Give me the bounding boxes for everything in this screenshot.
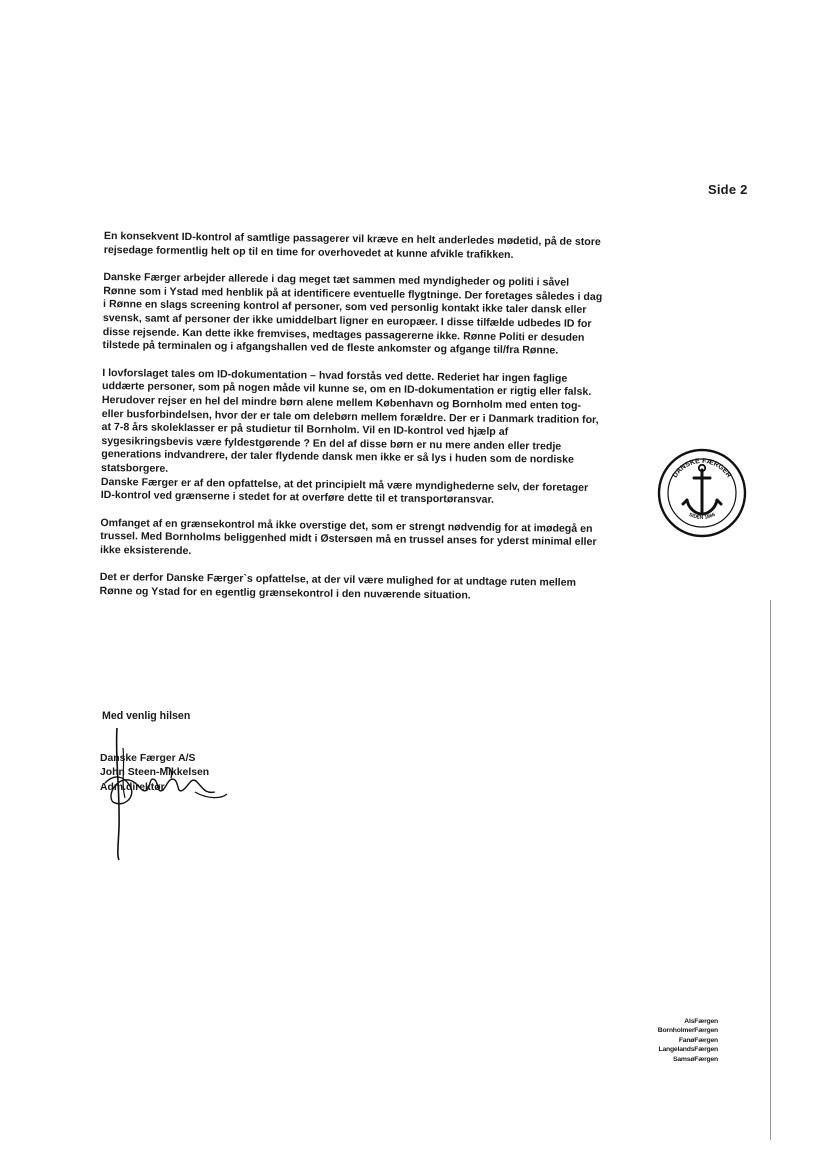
signature-company: Danske Færger A/S [100,753,196,764]
paragraph-authorities: Danske Færger er af den opfattelse, at det principielt må være myndighederne selv, der foretager ID-kontrol ved grænserne i stedet for at overføre dette til et transportøransvar. [100,475,589,506]
subsidiary-item: FanøFærgen [678,1036,718,1044]
page-number: Side 2 [708,182,748,197]
signature-title: Adm.direktør [100,781,165,793]
subsidiary-item: SamsøFærgen [672,1055,718,1063]
subsidiary-item: BornholmerFærgen [657,1027,718,1035]
letter-body [99,230,604,619]
handwritten-signature [95,728,235,868]
signature-name: John Steen-Mikkelsen [100,767,210,779]
seal-top-text: DANSKE FÆRGER [671,457,733,480]
paragraph-scope: Omfanget af en grænsekontrol må ikke overstige det, som er strengt nødvendig for at imødegå en trussel. Med Bornholms beliggenhed midt i Østersøen må en trussel anses for yderst minimal eller ikke eksisterende. [100,516,597,557]
anchor-icon [683,470,721,514]
paragraph-cooperation: Danske Færger arbejder allerede i dag meget tæt sammen med myndigheder og politi i såvel Rønne som i Ystad med henblik på at identificere eventuelle flygtninge. Der foretages således i dag i Rønne en slags screening kontrol af personer, som ved personlig kontakt ikke taler dansk eller svensk, samt af personer der ikke umiddelbart ligner en europæer. I disse tilfælde udbedes ID for disse rejsende. Kan dette ikke fremvises, medtages passagererne ikke. Rønne Politi er desuden tilstede på terminalen og i afgangshallen ved de fleste ankomster og afgange til/fra Rønne. [102,271,603,357]
closing-greeting: Med venlig hilsen [102,710,191,722]
subsidiary-item: AlsFærgen [684,1018,718,1025]
subsidiary-list [658,1017,718,1064]
paragraph-children: Herudover rejser en hel del mindre børn alene mellem København og Bornholm med enten tog- eller busforbindelsen, hvor der er tale om delebørn mellem forældre. Der er i Danmark tradition for, at 7-8 års skoleklasser er på studietur til Bornholm. Vil en ID-kontrol ved hjælp af sygesikringsbevis være fyldestgørende ? En del af disse børn er nu mere anden eller tredje generations indvandrere, der taler flydende dansk men ikke er så lys i huden som de nordiske statsborgere. [101,393,599,475]
seal-bottom-text: SIDEN 1866 [687,511,717,521]
paragraph-conclusion: Det er derfor Danske Færger`s opfattelse, at der vil være mulighed for at undtage ruten mellem Rønne og Ystad for en egentlig grænsekontrol i den nuværende situation. [99,571,577,602]
company-seal [657,448,747,538]
paragraph-id-control: En konsekvent ID-kontrol af samtlige passagerer vil kræve en helt anderledes mødetid, på de store rejsedage formentlig helt op til en time for overhovedet at kunne afvikle trafikken. [103,230,601,261]
paragraph-id-documentation: I lovforslaget tales om ID-dokumentation – hvad forstås ved dette. Rederiet har ingen faglige uddærte personer, som på nogen måde vil kunne se, om en ID-dokumentation er rigtig eller falsk. [102,366,592,399]
margin-line [770,600,771,1140]
subsidiary-item: LangelandsFærgen [658,1046,718,1054]
